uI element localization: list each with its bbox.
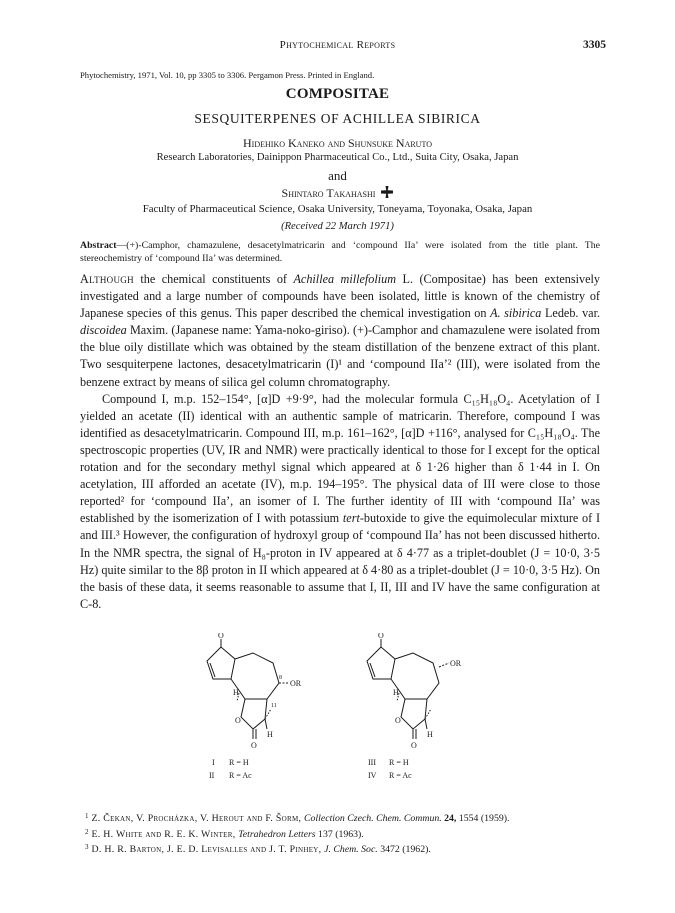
- right-h2: H: [427, 730, 433, 739]
- species-name: Achillea millefolium: [293, 272, 397, 286]
- legend-num-ii: II: [209, 771, 215, 780]
- footnote-3-authors: D. H. R. Barton, J. E. D. Levisalles and J. T. Pinhey,: [91, 844, 325, 856]
- footnote-1-journal: Collection Czech. Chem. Commun.: [304, 813, 442, 824]
- legend-eq-iii: R = H: [389, 758, 409, 767]
- left-or: OR: [290, 679, 302, 688]
- footnote-3-rest: 3472 (1962).: [377, 844, 431, 856]
- lead-word: Although: [80, 272, 134, 286]
- p1-text-a: the chemical constituents of: [133, 272, 294, 286]
- p2-text-a: Compound I, m.p. 152–154°, [α]D +9·9°, had the molecular formula C₁₅H₁₈O₄. Acetylation of I yielded an acetate (II) identical with an authentic sample of matricarin. Therefore, compound I was identified as desacetylmatricarin. Compound III, m.p. 161–162°, [α]D +116°, analysed for C₁₅H₁₈O₄. The spectroscopic properties (UV, IR and NMR) were practically identical to those for I except for the optical rotation and for the secondary methyl signal which appeared at δ 1·26 higher than δ 1·44 in I. On acetylation, III afforded an acetate (IV), m.p. 194–195°. The physical data of III were close to those reported² for ‘compound IIa’, an isomer of I. The further identity of III with ‘compound IIa’ was established by the isomerization of I with potassium: [80, 391, 600, 526]
- abstract-text: —(+)-Camphor, chamazulene, desacetylmatricarin and ‘compound IIa’ were isolated from the title plant. The stereochemistry of ‘compound IIa’ was determined.: [80, 240, 600, 264]
- article-title: SESQUITERPENES OF ACHILLEA SIBIRICA: [194, 111, 481, 126]
- footnote-2-rest: 137 (1963).: [315, 828, 364, 840]
- footnote-1-rest: 1554 (1959).: [456, 813, 510, 824]
- abstract-label: Abstract: [80, 240, 117, 251]
- right-or: OR: [450, 659, 462, 668]
- species-name-2: A. sibirica: [490, 306, 542, 321]
- received-date: (Received 22 March 1971): [281, 221, 394, 232]
- footnote-1-authors: Z. Čekan, V. Procházka, V. Herout and F. Šorm,: [91, 813, 304, 824]
- structures-svg: [193, 633, 503, 793]
- footnote-2: [85, 826, 509, 842]
- chemical-structures-figure: [193, 633, 503, 793]
- article-body: [80, 271, 600, 613]
- left-pos-11: 11: [271, 703, 277, 709]
- abstract: [80, 239, 600, 265]
- right-o-bottom: O: [411, 741, 417, 750]
- running-head: [0, 39, 675, 53]
- footnote-2-journal: Tetrahedron Letters: [238, 828, 316, 840]
- footnote-2-authors: E. H. White and R. E. K. Winter,: [91, 828, 239, 840]
- authors-second: [0, 186, 675, 201]
- and-separator: and: [328, 168, 347, 183]
- footnote-1-num: 1: [85, 812, 89, 820]
- right-o-top: O: [378, 633, 384, 640]
- section-heading: COMPOSITAE: [285, 86, 390, 102]
- right-o-ring: O: [395, 716, 401, 725]
- authors-first: Hidehiko Kaneko and Shunsuke Naruto: [243, 136, 432, 150]
- footnote-3: [85, 841, 509, 857]
- legend-num-iv: IV: [368, 771, 377, 780]
- legend-eq-iv: R = Ac: [389, 771, 412, 780]
- citation-line: Phytochemistry, 1971, Vol. 10, pp 3305 to 3306. Pergamon Press. Printed in England.: [80, 70, 375, 80]
- left-o-top: O: [218, 633, 224, 640]
- left-cyclopentenone: [207, 647, 235, 679]
- variety-name: discoidea: [80, 323, 127, 338]
- paragraph-1: [80, 271, 600, 391]
- left-o-bottom: O: [251, 741, 257, 750]
- footnote-3-num: 3: [85, 843, 89, 852]
- footnotes: [85, 810, 509, 857]
- legend-num-i: I: [212, 758, 215, 767]
- right-lactone: [401, 699, 427, 729]
- p1-text-d: Maxim. (Japanese name: Yama-noko-giriso). (+)-Camphor and chamazulene were isolated from the blue oily distillate which was obtained by the steam distillation of the benzene extract of this plant. Two sesquiterpene lactones, desacetylmatricarin (I)¹ and ‘compound IIa’² (III), were isolated from the benzene extract by means of silica gel column chromatography.: [80, 323, 600, 389]
- footnote-1: [85, 810, 509, 826]
- legend-num-iii: III: [368, 758, 376, 767]
- author-second-name: Shintaro Takahashi: [281, 186, 376, 200]
- running-head-journal: Phytochemical Reports: [279, 39, 396, 51]
- right-cyclopentenone: [367, 647, 395, 679]
- left-h1: H: [233, 688, 239, 697]
- left-pos-8: 8: [279, 675, 282, 681]
- p1-text-b: L. (Compositae) has been extensively investigated and a large number of compounds have been isolated, little is known of the chemistry of Japanese species of this genus. This paper described the chemical investigation on: [80, 272, 600, 321]
- p2-text-b: -butoxide to give the equimolecular mixture of I and III.³ However, the configuration of hydroxyl group of ‘compound IIa’ has not been discussed hitherto. In the NMR spectra, the signal of H₈-proton in IV appeared at δ 4·77 as a triplet-doublet (J = 10·0, 3·5 Hz) quite similar to the 8β proton in II which appeared at δ 4·80 as a triplet-doublet (J = 10·0, 3·5 Hz). On the basis of these data, it seems reasonable to assume that I, II, III and IV have the same configuration at C-8.: [80, 511, 601, 611]
- left-h2: H: [267, 730, 273, 739]
- legend-eq-i: R = H: [229, 758, 249, 767]
- affiliation-first: Research Laboratories, Dainippon Pharmaceutical Co., Ltd., Suita City, Osaka, Japan: [156, 152, 519, 163]
- footnote-1-volume: 24,: [441, 813, 457, 824]
- footnote-2-num: 2: [85, 827, 89, 836]
- left-lactone: [241, 699, 267, 729]
- p1-text-c: Ledeb. var.: [541, 306, 601, 321]
- cross-symbol-icon: [381, 186, 393, 198]
- paragraph-2: [80, 391, 600, 613]
- page-number: 3305: [583, 39, 606, 51]
- right-h1: H: [393, 688, 399, 697]
- affiliation-second: Faculty of Pharmaceutical Science, Osaka University, Toneyama, Toyonaka, Osaka, Japan: [142, 203, 533, 215]
- left-o-ring: O: [235, 716, 241, 725]
- legend-eq-ii: R = Ac: [229, 771, 252, 780]
- tert-italic: tert: [342, 511, 360, 526]
- footnote-3-journal: J. Chem. Soc.: [324, 844, 378, 856]
